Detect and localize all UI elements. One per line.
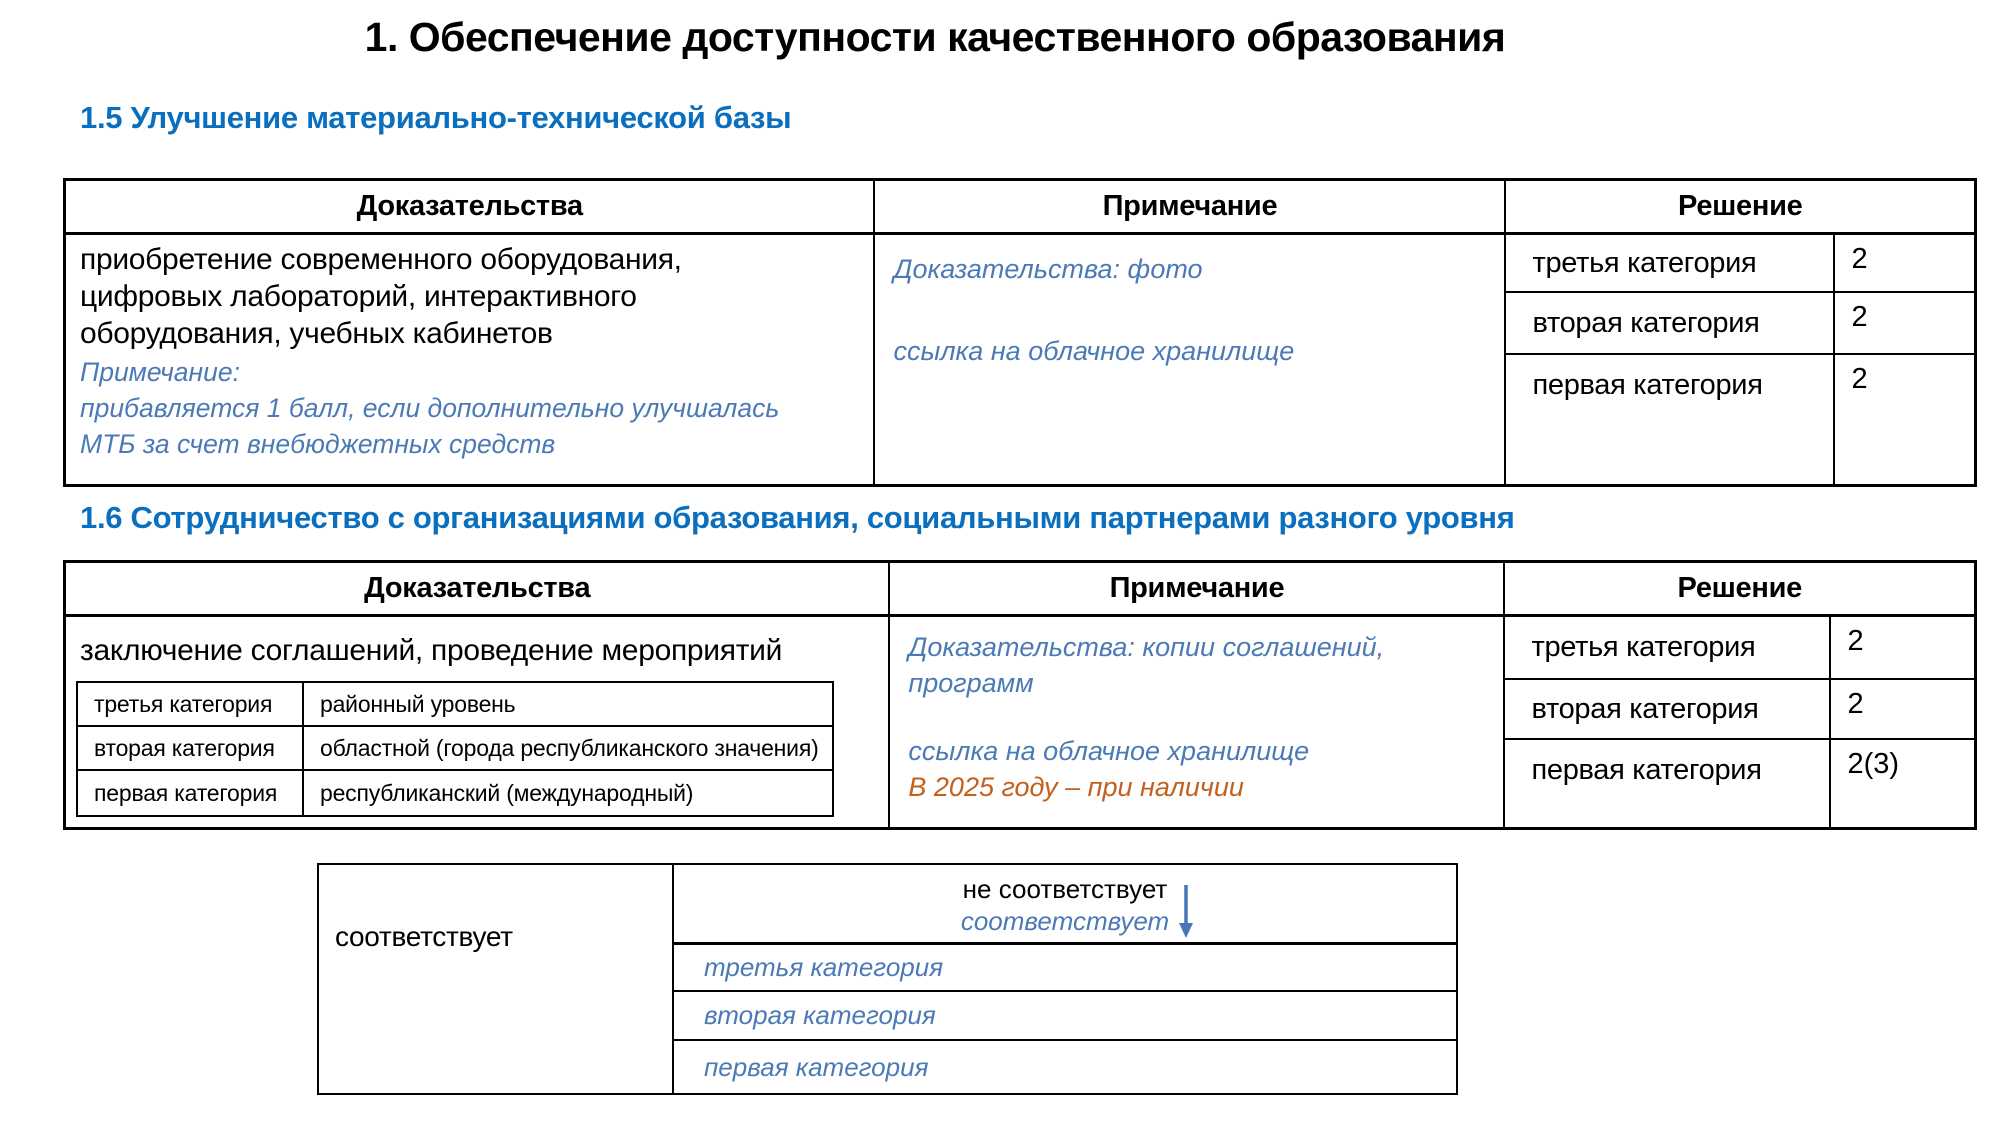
note-line-1: Доказательства: копии соглашений, программ bbox=[908, 632, 1385, 698]
table-1-6 bbox=[63, 560, 1977, 830]
decision-category: вторая категория bbox=[1506, 293, 1835, 353]
table-1-6-header-row bbox=[66, 563, 1974, 617]
level-row bbox=[78, 771, 832, 815]
note-content bbox=[875, 235, 1504, 369]
level-value: областной (города республиканского значения) bbox=[320, 734, 819, 761]
section-heading-1-6: 1.6 Сотрудничество с организациями образования, социальными партнерами разного уровня bbox=[80, 500, 1515, 535]
level-category: вторая категория bbox=[78, 727, 304, 769]
decision-row bbox=[1505, 617, 1974, 680]
table-1-5 bbox=[63, 178, 1977, 487]
column-header-evidence: Доказательства bbox=[66, 181, 875, 232]
status-right-column bbox=[674, 865, 1456, 1093]
table-1-5-header-row bbox=[66, 181, 1974, 235]
note-cell bbox=[875, 235, 1506, 487]
decision-category: третья категория bbox=[1506, 235, 1835, 291]
evidence-text: приобретение современного оборудования, цифровых лабораторий, интерактивного оборудования, учебных кабинетов bbox=[80, 243, 682, 350]
column-header-note: Примечание bbox=[875, 181, 1506, 232]
status-left-cell: соответствует bbox=[319, 865, 674, 1093]
column-header-decision: Решение bbox=[1678, 190, 1803, 222]
decision-row bbox=[1506, 293, 1974, 355]
level-value: районный уровень bbox=[320, 690, 516, 717]
column-header-evidence: Доказательства bbox=[66, 563, 890, 614]
note-line-1: Доказательства: фото bbox=[893, 254, 1203, 284]
decision-category: вторая категория bbox=[1505, 680, 1831, 738]
level-row bbox=[78, 727, 832, 771]
note-line-3: В 2025 году – при наличии bbox=[908, 772, 1244, 802]
status-row: первая категория bbox=[704, 1051, 929, 1082]
evidence-note bbox=[66, 352, 873, 462]
status-row: третья категория bbox=[674, 945, 1456, 992]
level-category: третья категория bbox=[78, 683, 304, 725]
decision-category: первая категория bbox=[1506, 355, 1835, 487]
column-header-note: Примечание bbox=[890, 563, 1505, 614]
note-line-2: ссылка на облачное хранилище bbox=[908, 736, 1310, 766]
decision-cell bbox=[1505, 617, 1974, 830]
note-content bbox=[890, 617, 1503, 805]
table-1-5-body-row bbox=[66, 235, 1974, 487]
table-1-6-body-row bbox=[66, 617, 1974, 830]
decision-score: 2 bbox=[1847, 625, 1864, 657]
evidence-cell bbox=[66, 235, 875, 487]
evidence-text: заключение соглашений, проведение мероприятий bbox=[80, 634, 783, 667]
status-table bbox=[317, 863, 1458, 1095]
decision-row bbox=[1506, 355, 1974, 487]
decision-row bbox=[1505, 740, 1974, 830]
category-level-table bbox=[76, 681, 834, 817]
level-row bbox=[78, 683, 832, 727]
decision-score: 2 bbox=[1851, 243, 1868, 275]
decision-category: первая категория bbox=[1505, 740, 1831, 830]
decision-score: 2(3) bbox=[1847, 748, 1900, 780]
status-header-line-1: не соответствует bbox=[962, 874, 1168, 904]
status-header-cell bbox=[674, 865, 1456, 945]
decision-score: 2 bbox=[1847, 688, 1864, 720]
page-title: 1. Обеспечение доступности качественного образования bbox=[364, 14, 1506, 60]
evidence-note-title: Примечание: bbox=[80, 357, 240, 387]
decision-score: 2 bbox=[1851, 363, 1868, 395]
section-heading-1-5: 1.5 Улучшение материально-технической базы bbox=[80, 100, 792, 135]
note-line-2: ссылка на облачное хранилище bbox=[893, 336, 1295, 366]
evidence-cell bbox=[66, 617, 890, 830]
status-row: вторая категория bbox=[674, 992, 1456, 1041]
status-header-line-2: соответствует bbox=[960, 906, 1170, 936]
decision-score: 2 bbox=[1851, 301, 1868, 333]
decision-row bbox=[1506, 235, 1974, 293]
decision-cell bbox=[1506, 235, 1974, 487]
level-value: республиканский (международный) bbox=[320, 779, 694, 806]
note-cell bbox=[890, 617, 1505, 830]
decision-category: третья категория bbox=[1505, 617, 1831, 678]
decision-row bbox=[1505, 680, 1974, 740]
column-header-decision: Решение bbox=[1677, 572, 1802, 604]
evidence-note-body: прибавляется 1 балл, если дополнительно улучшалась МТБ за счет внебюджетных средств bbox=[80, 393, 780, 459]
down-arrow-icon bbox=[1177, 883, 1195, 939]
level-category: первая категория bbox=[78, 771, 304, 815]
